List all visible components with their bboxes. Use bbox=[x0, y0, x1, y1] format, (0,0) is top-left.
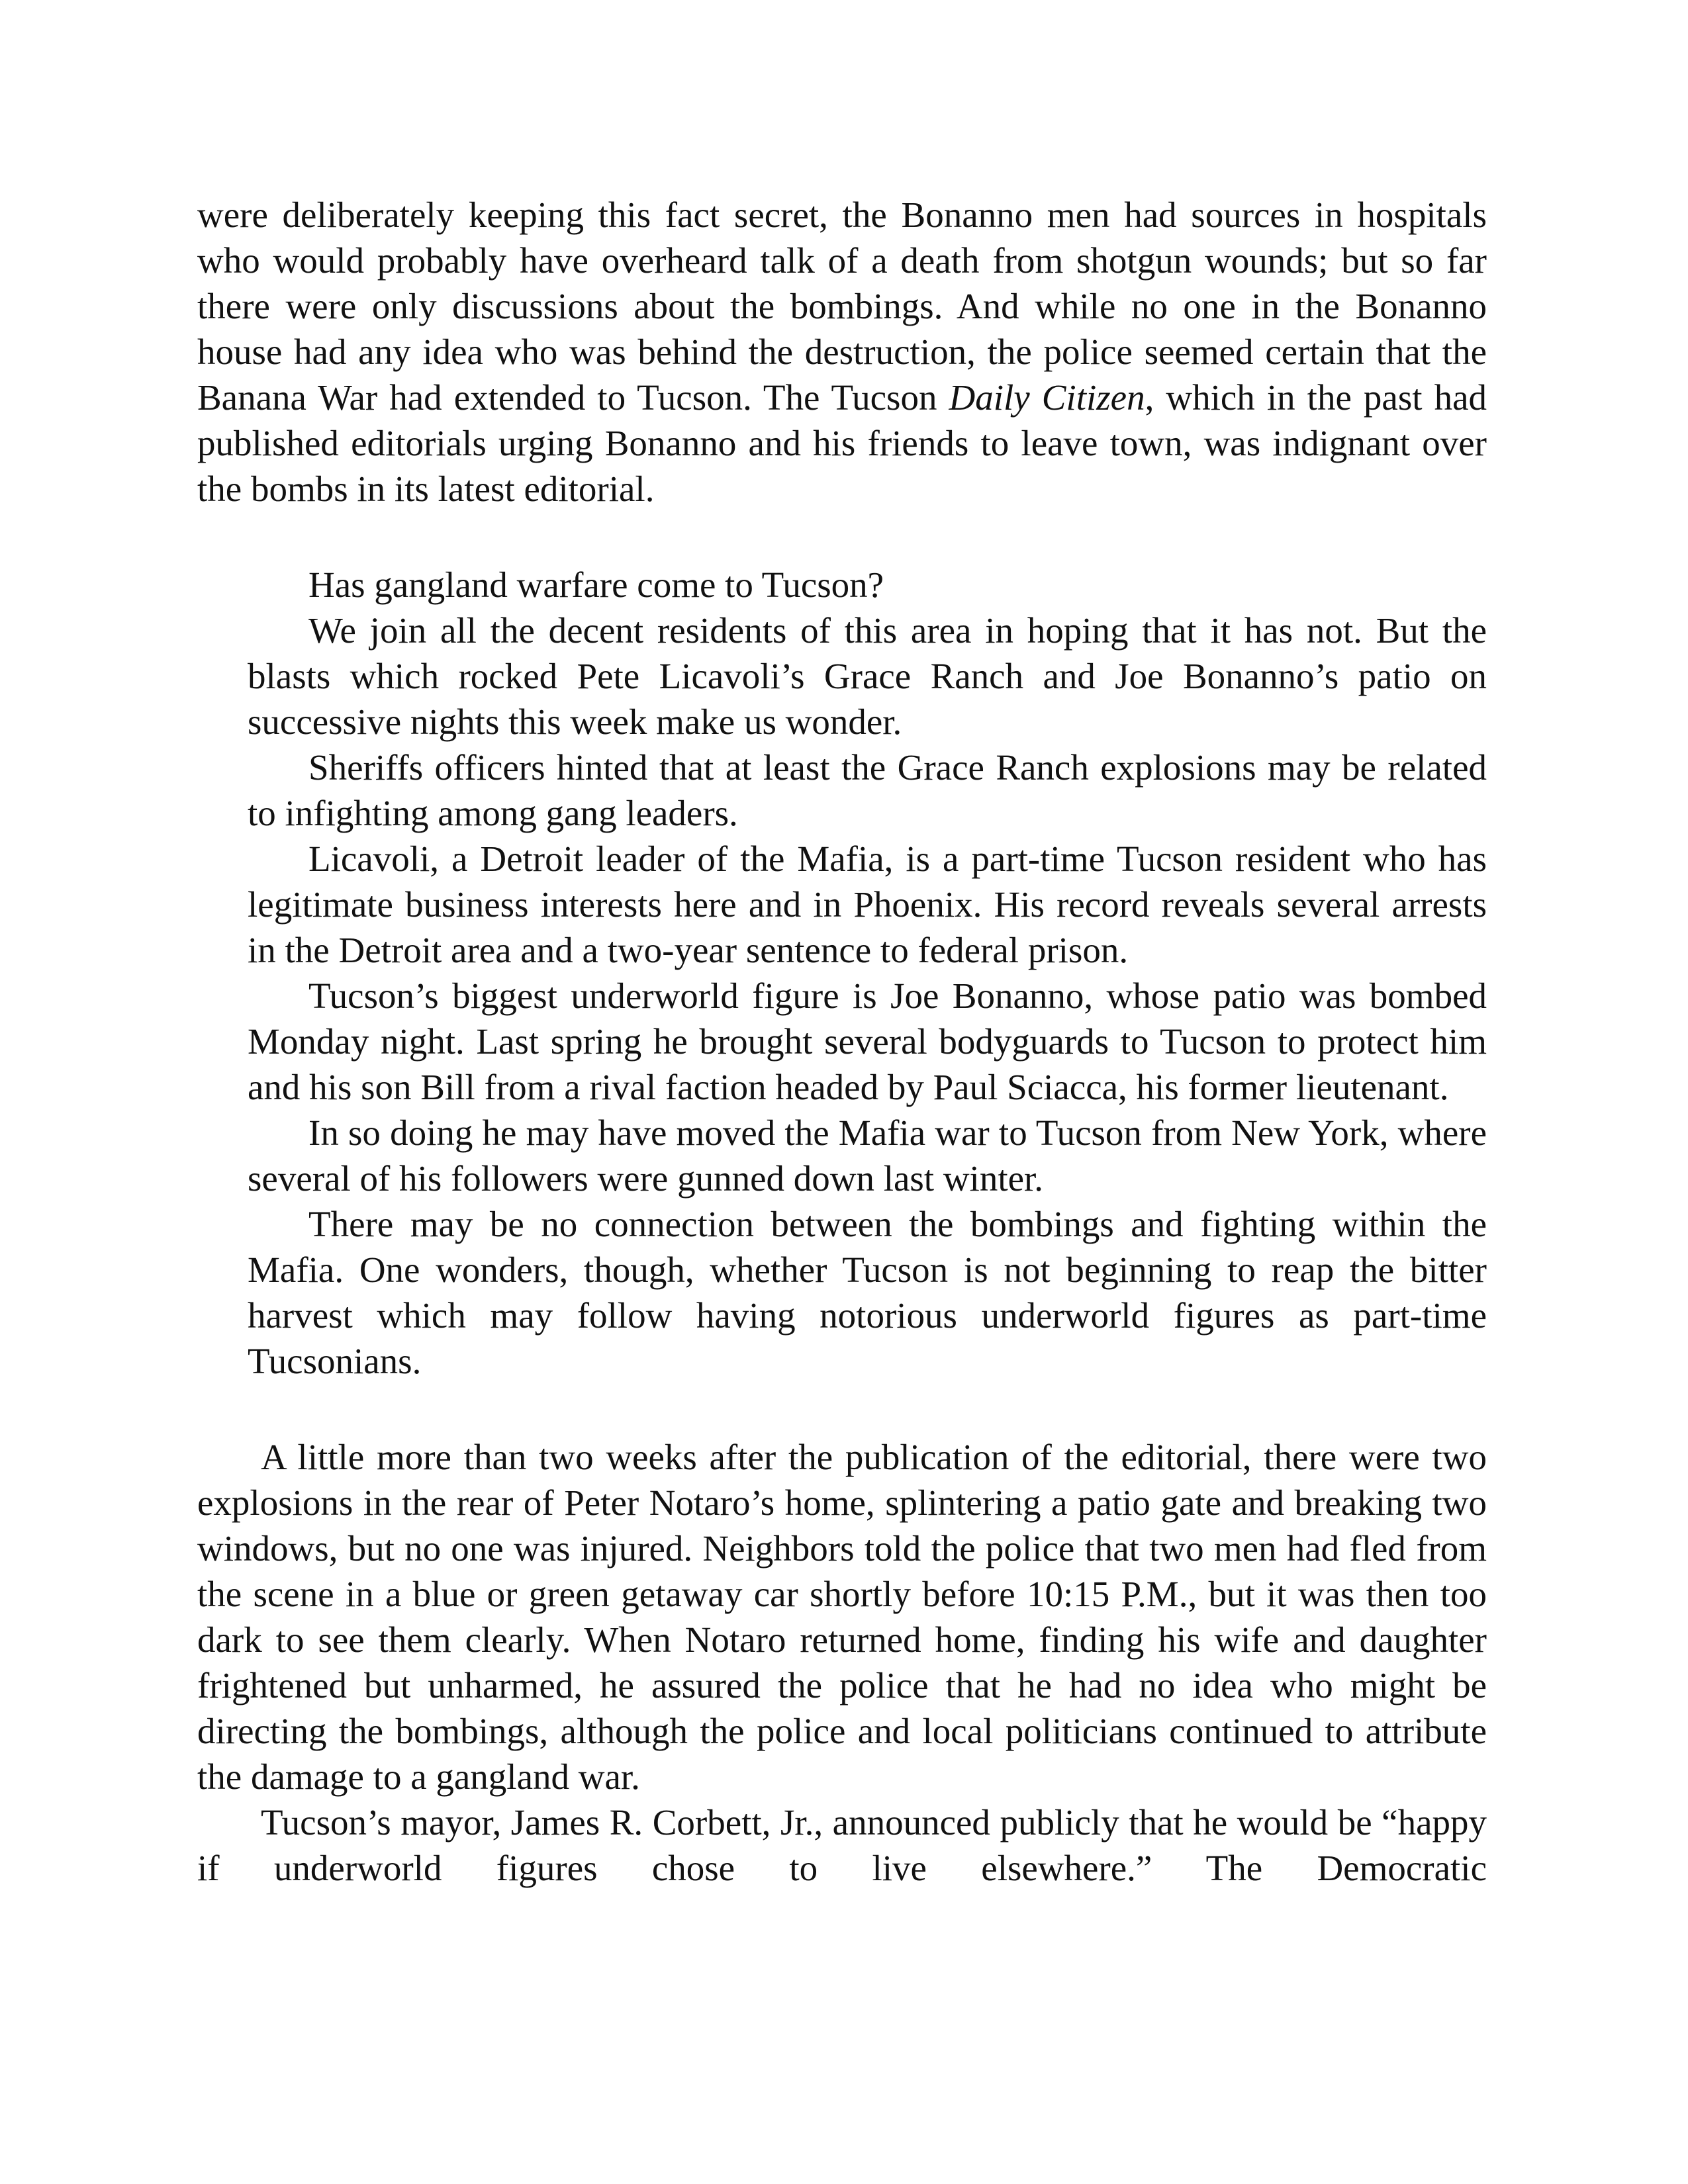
intro-paragraph bbox=[197, 192, 1487, 512]
body-paragraph: A little more than two weeks after the publication of the editorial, there were two explosions in the rear of Peter Notaro’s home, splintering a patio gate and breaking two windows, but no one was injured. Neighbors told the police that two men had fled from the scene in a blue or green getaway car shortly before 10:15 P.M., but it was then too dark to see them clearly. When Notaro returned home, finding his wife and daughter frightened but unharmed, he assured the police that he had no idea who might be directing the bombings, although the police and local politicians continued to attribute the damage to a gangland war. bbox=[197, 1437, 1487, 1797]
editorial-paragraph: We join all the decent residents of this area in hoping that it has not. But the blasts which rocked Pete Licavoli’s Grace Ranch and Joe Bonanno’s patio on successive nights this week make us wonder. bbox=[248, 610, 1487, 742]
page-text bbox=[197, 192, 1487, 1891]
intro-text-start: were deliberately keeping this fact secret, the Bonanno men had sources in hospitals who would probably have overheard talk of a death from shotgun wounds; but so far there were only discussions about the bombings. And while no one in the Bonanno house had any idea who was behind the destruction, the police seemed certain that the Banana War had extended to Tucson. The Tucson bbox=[197, 195, 1487, 418]
editorial-paragraph: In so doing he may have moved the Mafia war to Tucson from New York, where several of his followers were gunned down last winter. bbox=[248, 1113, 1487, 1199]
editorial-paragraph: Tucson’s biggest underworld figure is Joe Bonanno, whose patio was bombed Monday night. Last spring he brought several bodyguards to Tucson to protect him and his son Bill from a rival faction headed by Paul Sciacca, his former lieutenant. bbox=[248, 976, 1487, 1107]
editorial-quote bbox=[248, 562, 1487, 1384]
newspaper-name: Daily Citizen bbox=[949, 377, 1145, 418]
editorial-paragraph: Licavoli, a Detroit leader of the Mafia, is a part-time Tucson resident who has legitimate business interests here and in Phoenix. His record reveals several arrests in the Detroit area and a two-year sentence to federal prison. bbox=[248, 839, 1487, 970]
editorial-paragraph: There may be no connection between the bombings and fighting within the Mafia. One wonders, though, whether Tucson is not beginning to reap the bitter harvest which may follow having notorious underworld figures as part-time Tucsonians. bbox=[248, 1204, 1487, 1381]
body-paragraph: Tucson’s mayor, James R. Corbett, Jr., announced publicly that he would be “happy if underworld figures chose to live elsewhere.” The Democratic bbox=[197, 1802, 1487, 1888]
editorial-paragraph: Has gangland warfare come to Tucson? bbox=[308, 565, 884, 605]
editorial-paragraph: Sheriffs officers hinted that at least the Grace Ranch explosions may be related to infighting among gang leaders. bbox=[248, 747, 1487, 833]
intro-text-end: , which in the past had published editorials urging Bonanno and his friends to leave town, was indignant over the bombs in its latest editorial. bbox=[197, 377, 1487, 509]
